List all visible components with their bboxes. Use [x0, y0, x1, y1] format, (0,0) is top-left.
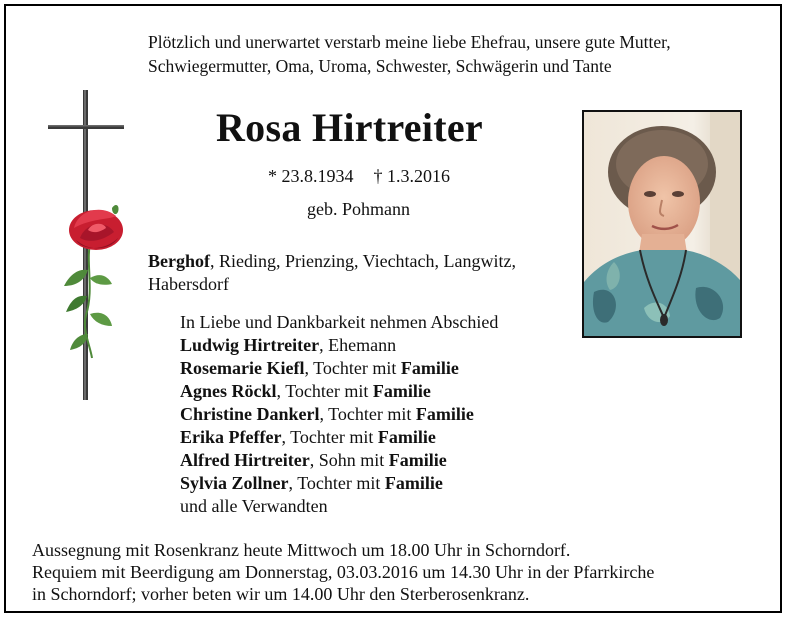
service-line: Requiem mit Beerdigung am Donnerstag, 03.03.2016 um 14.30 Uhr in der Pfarrkirche: [32, 562, 655, 582]
death-date: † 1.3.2016: [373, 166, 450, 186]
intro-line: Schwiegermutter, Oma, Uroma, Schwester, Schwägerin und Tante: [148, 56, 612, 76]
cross-with-rose-icon: [46, 90, 136, 402]
mourner-relation: , Tochter mit: [288, 473, 385, 493]
mourner-name: Agnes Röckl: [180, 381, 277, 401]
intro-line: Plötzlich und unerwartet verstarb meine liebe Ehefrau, unsere gute Mutter,: [148, 32, 671, 52]
place-others: , Rieding, Prienzing, Viechtach, Langwitz,: [210, 251, 517, 271]
mourner-line: [180, 426, 498, 449]
mourner-line: [180, 472, 498, 495]
intro-text: [148, 30, 768, 78]
mourner-family: Familie: [384, 473, 443, 493]
mourner-name: Erika Pfeffer: [180, 427, 282, 447]
mourner-family: Familie: [415, 404, 474, 424]
service-info: [32, 539, 654, 605]
birth-name: geb. Pohmann: [307, 199, 410, 219]
obituary-notice: [4, 4, 782, 613]
mourner-name: Sylvia Zollner: [180, 473, 289, 493]
birth-date: * 23.8.1934: [268, 166, 354, 186]
mourner-relation: , Tochter mit: [276, 381, 373, 401]
mourner-family: Familie: [372, 381, 431, 401]
mourner-line: [180, 403, 498, 426]
mourner-relation: , Sohn mit: [309, 450, 389, 470]
mourner-name: Rosemarie Kiefl: [180, 358, 305, 378]
mourners-closing: und alle Verwandten: [180, 496, 328, 516]
mourner-relation: , Tochter mit: [304, 358, 401, 378]
place-others-line2: Habersdorf: [148, 274, 229, 294]
service-line: Aussegnung mit Rosenkranz heute Mittwoch um 18.00 Uhr in Schorndorf.: [32, 540, 571, 560]
mourner-name: Ludwig Hirtreiter: [180, 335, 320, 355]
mourner-name: Christine Dankerl: [180, 404, 320, 424]
mourner-family: Familie: [388, 450, 447, 470]
places-list: [148, 250, 568, 296]
mourner-line: [180, 380, 498, 403]
mourner-family: Familie: [377, 427, 436, 447]
mourner-relation: , Ehemann: [319, 335, 397, 355]
service-line: in Schorndorf; vorher beten wir um 14.00 Uhr den Sterberosenkranz.: [32, 584, 530, 604]
place-primary: Berghof: [148, 251, 210, 271]
mourners-list: [180, 311, 498, 518]
mourner-relation: , Tochter mit: [319, 404, 416, 424]
life-dates: [268, 166, 450, 187]
mourner-family: Familie: [400, 358, 459, 378]
mourner-line: [180, 449, 498, 472]
portrait-image: [584, 112, 740, 336]
mourner-name: Alfred Hirtreiter: [180, 450, 310, 470]
mourner-line: [180, 357, 498, 380]
mourner-relation: , Tochter mit: [281, 427, 378, 447]
mourner-line: [180, 334, 498, 357]
deceased-name: Rosa Hirtreiter: [216, 105, 483, 150]
mourners-intro: In Liebe und Dankbarkeit nehmen Abschied: [180, 312, 499, 332]
portrait-photo: [582, 110, 742, 338]
